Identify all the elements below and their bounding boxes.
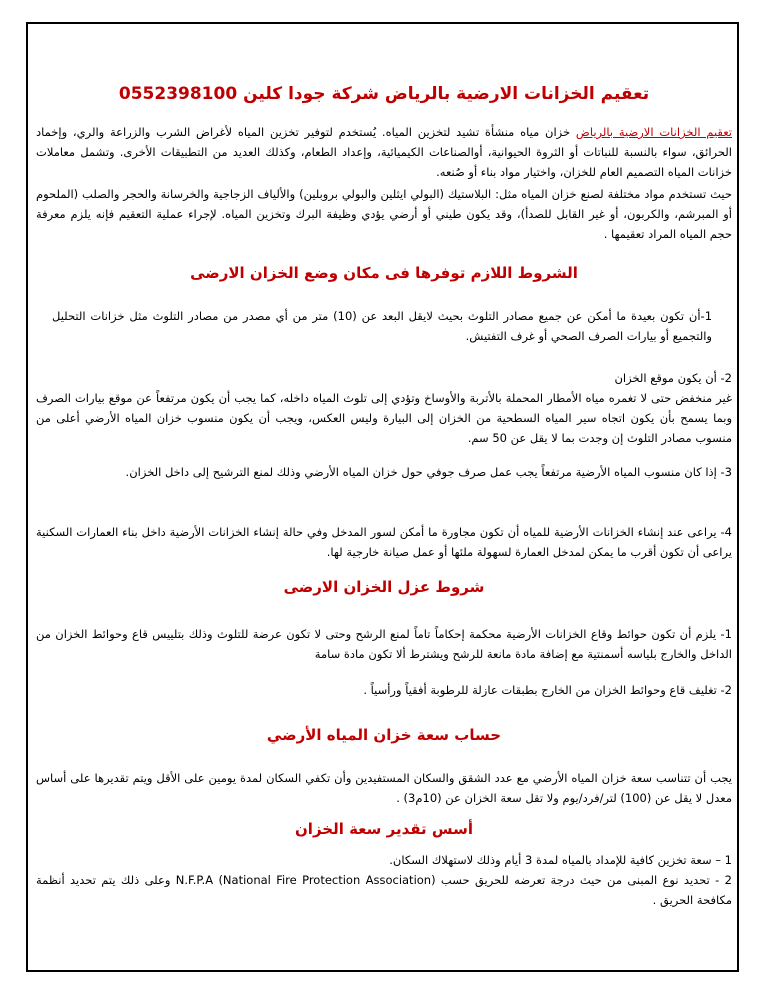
intro-paragraph	[36, 122, 732, 182]
location-heading: الشروط اللازم توفرها فى مكان وضع الخزان الارضى	[190, 264, 578, 282]
materials-block	[36, 184, 732, 244]
location-item-3: 3- إذا كان منسوب المياه الأرضية مرتفعاً يجب عمل صرف جوفي حول خزان المياه الأرضي وذلك لمنع الترشيح إلى داخل الخزان.	[125, 465, 732, 479]
page-title: تعقيم الخزانات الارضية بالرياض شركة جودا كلين 0552398100	[118, 84, 650, 104]
insulation-item-2-block	[36, 680, 732, 700]
location-item-1: 1-أن تكون بعيدة ما أمكن عن جميع مصادر التلوث بحيث لايقل البعد عن (10) متر من أي مصدر من مصادر التلوث مثل خزانات التحليل والتجميع أو بيارات الصرف الصحي أو غرف التفتيش.	[52, 309, 713, 343]
location-item-4-block	[36, 522, 732, 562]
capacity-block	[36, 768, 732, 808]
location-item-4: 4- يراعى عند إنشاء الخزانات الأرضية للمياه أن تكون مجاورة ما أمكن لسور المدخل وفي حالة إنشاء الخزانات الأرضية داخل بناء العمارات السكنية يراعى أن تكون أقرب ما يمكن لمدخل العمارة لسهولة ملئها أو عمل صيانة خارجية لها.	[36, 525, 732, 559]
location-item-2-body: غير منخفض حتى لا تغمره مياه الأمطار المحملة بالأتربة والأوساخ وتؤدي إلى تلوث المياه داخله، كما يجب أن يكون مرتفعاً عن موقع بيارات الصرف وبما يسمح بأن يكون اتجاه سير المياه السطحية من الخزان إلى البيارة وليس العكس، ويجب أن يكون منسوب خزان المياه الأرضي أعلى من منسوب مصادر التلوث إن وجدت بما لا يقل عن 50 سم.	[36, 391, 732, 445]
location-item-2-block	[36, 368, 732, 448]
insulation-section	[36, 576, 732, 598]
capacity-section	[36, 724, 732, 746]
intro-block	[36, 122, 732, 182]
insulation-item-1: 1- يلزم أن تكون حوائط وقاع الخزانات الأرضية محكمة إحكاماً تاماً لمنع الرشح وحتى لا تكون عرضة للتلوث وذلك بتلييس قاع وحوائط الخزان من الداخل والخارج بلياسه أسمنتية مع إضافة مادة مانعة للرشح ويشترط ألا تكون مادة سامة	[36, 627, 732, 661]
location-section	[36, 262, 732, 284]
insulation-item-2: 2- تغليف قاع وحوائط الخزان من الخارج بطبقات عازلة للرطوبة أفقياً ورأسياً .	[363, 683, 732, 697]
basis-item-1: 1 – سعة تخزين كافية للإمداد بالمياه لمدة 3 أيام وذلك لاستهلاك السكان.	[389, 853, 732, 867]
basis-item-2: 2 - تحديد نوع المبنى من حيث درجة تعرضه للحريق حسب N.F.P.A (National Fire Protection Association) وعلى ذلك يتم تحديد أنظمة مكافحة الحريق .	[36, 873, 732, 907]
location-item-2-title: 2- أن يكون موقع الخزان	[614, 371, 732, 385]
insulation-heading: شروط عزل الخزان الارضى	[283, 578, 485, 596]
location-item-1-block	[52, 306, 732, 346]
location-item-3-block	[36, 462, 732, 482]
intro-lead-link[interactable]: تعقيم الخزانات الارضية بالرياض	[575, 125, 732, 139]
basis-heading: أسس تقدير سعة الخزان	[295, 820, 473, 838]
insulation-item-1-block	[36, 624, 732, 664]
basis-section	[36, 818, 732, 840]
materials-paragraph: حيث تستخدم مواد مختلفة لصنع خزان المياه مثل: البلاستيك (البولي ايثلين والبولي بروبلين) والألياف الزجاجية والخرسانة والحجر والصلب (الملحوم أو المبرشم، والكربون، أو غير القابل للصدأ)، وقد يكون طيني أو أرضي يؤدي وظيفة البرك وتخزين المياه. لإجراء عملية التعقيم فإنه يلزم معرفة حجم المياه المراد تعقيمها .	[36, 187, 732, 241]
intro-text: خزان مياه منشأة تشيد لتخزين المياه. يُستخدم لتوفير تخزين المياه لأغراض الشرب والزراعة والري، وإخماد الحرائق، سواء بالنسبة للنباتات أو الثروة الحيوانية، أوالصناعات الكيميائية، وإعداد الطعام، وكذلك العديد من التطبيقات الأخرى. وتشمل معاملات خزانات المياه التصميم العام للخزان، واختيار مواد بناء أو صُنعه.	[36, 125, 732, 179]
basis-block	[36, 850, 732, 910]
capacity-heading: حساب سعة خزان المياه الأرضي	[266, 726, 502, 744]
capacity-paragraph: يجب أن تتناسب سعة خزان المياه الأرضي مع عدد الشقق والسكان المستفيدين وأن تكفي السكان لمدة يومين على الأقل ويتم تقديرها على أساس معدل لا يقل عن (100) لتر/فرد/يوم ولا تقل سعة الخزان عن (10م3) .	[36, 771, 732, 805]
